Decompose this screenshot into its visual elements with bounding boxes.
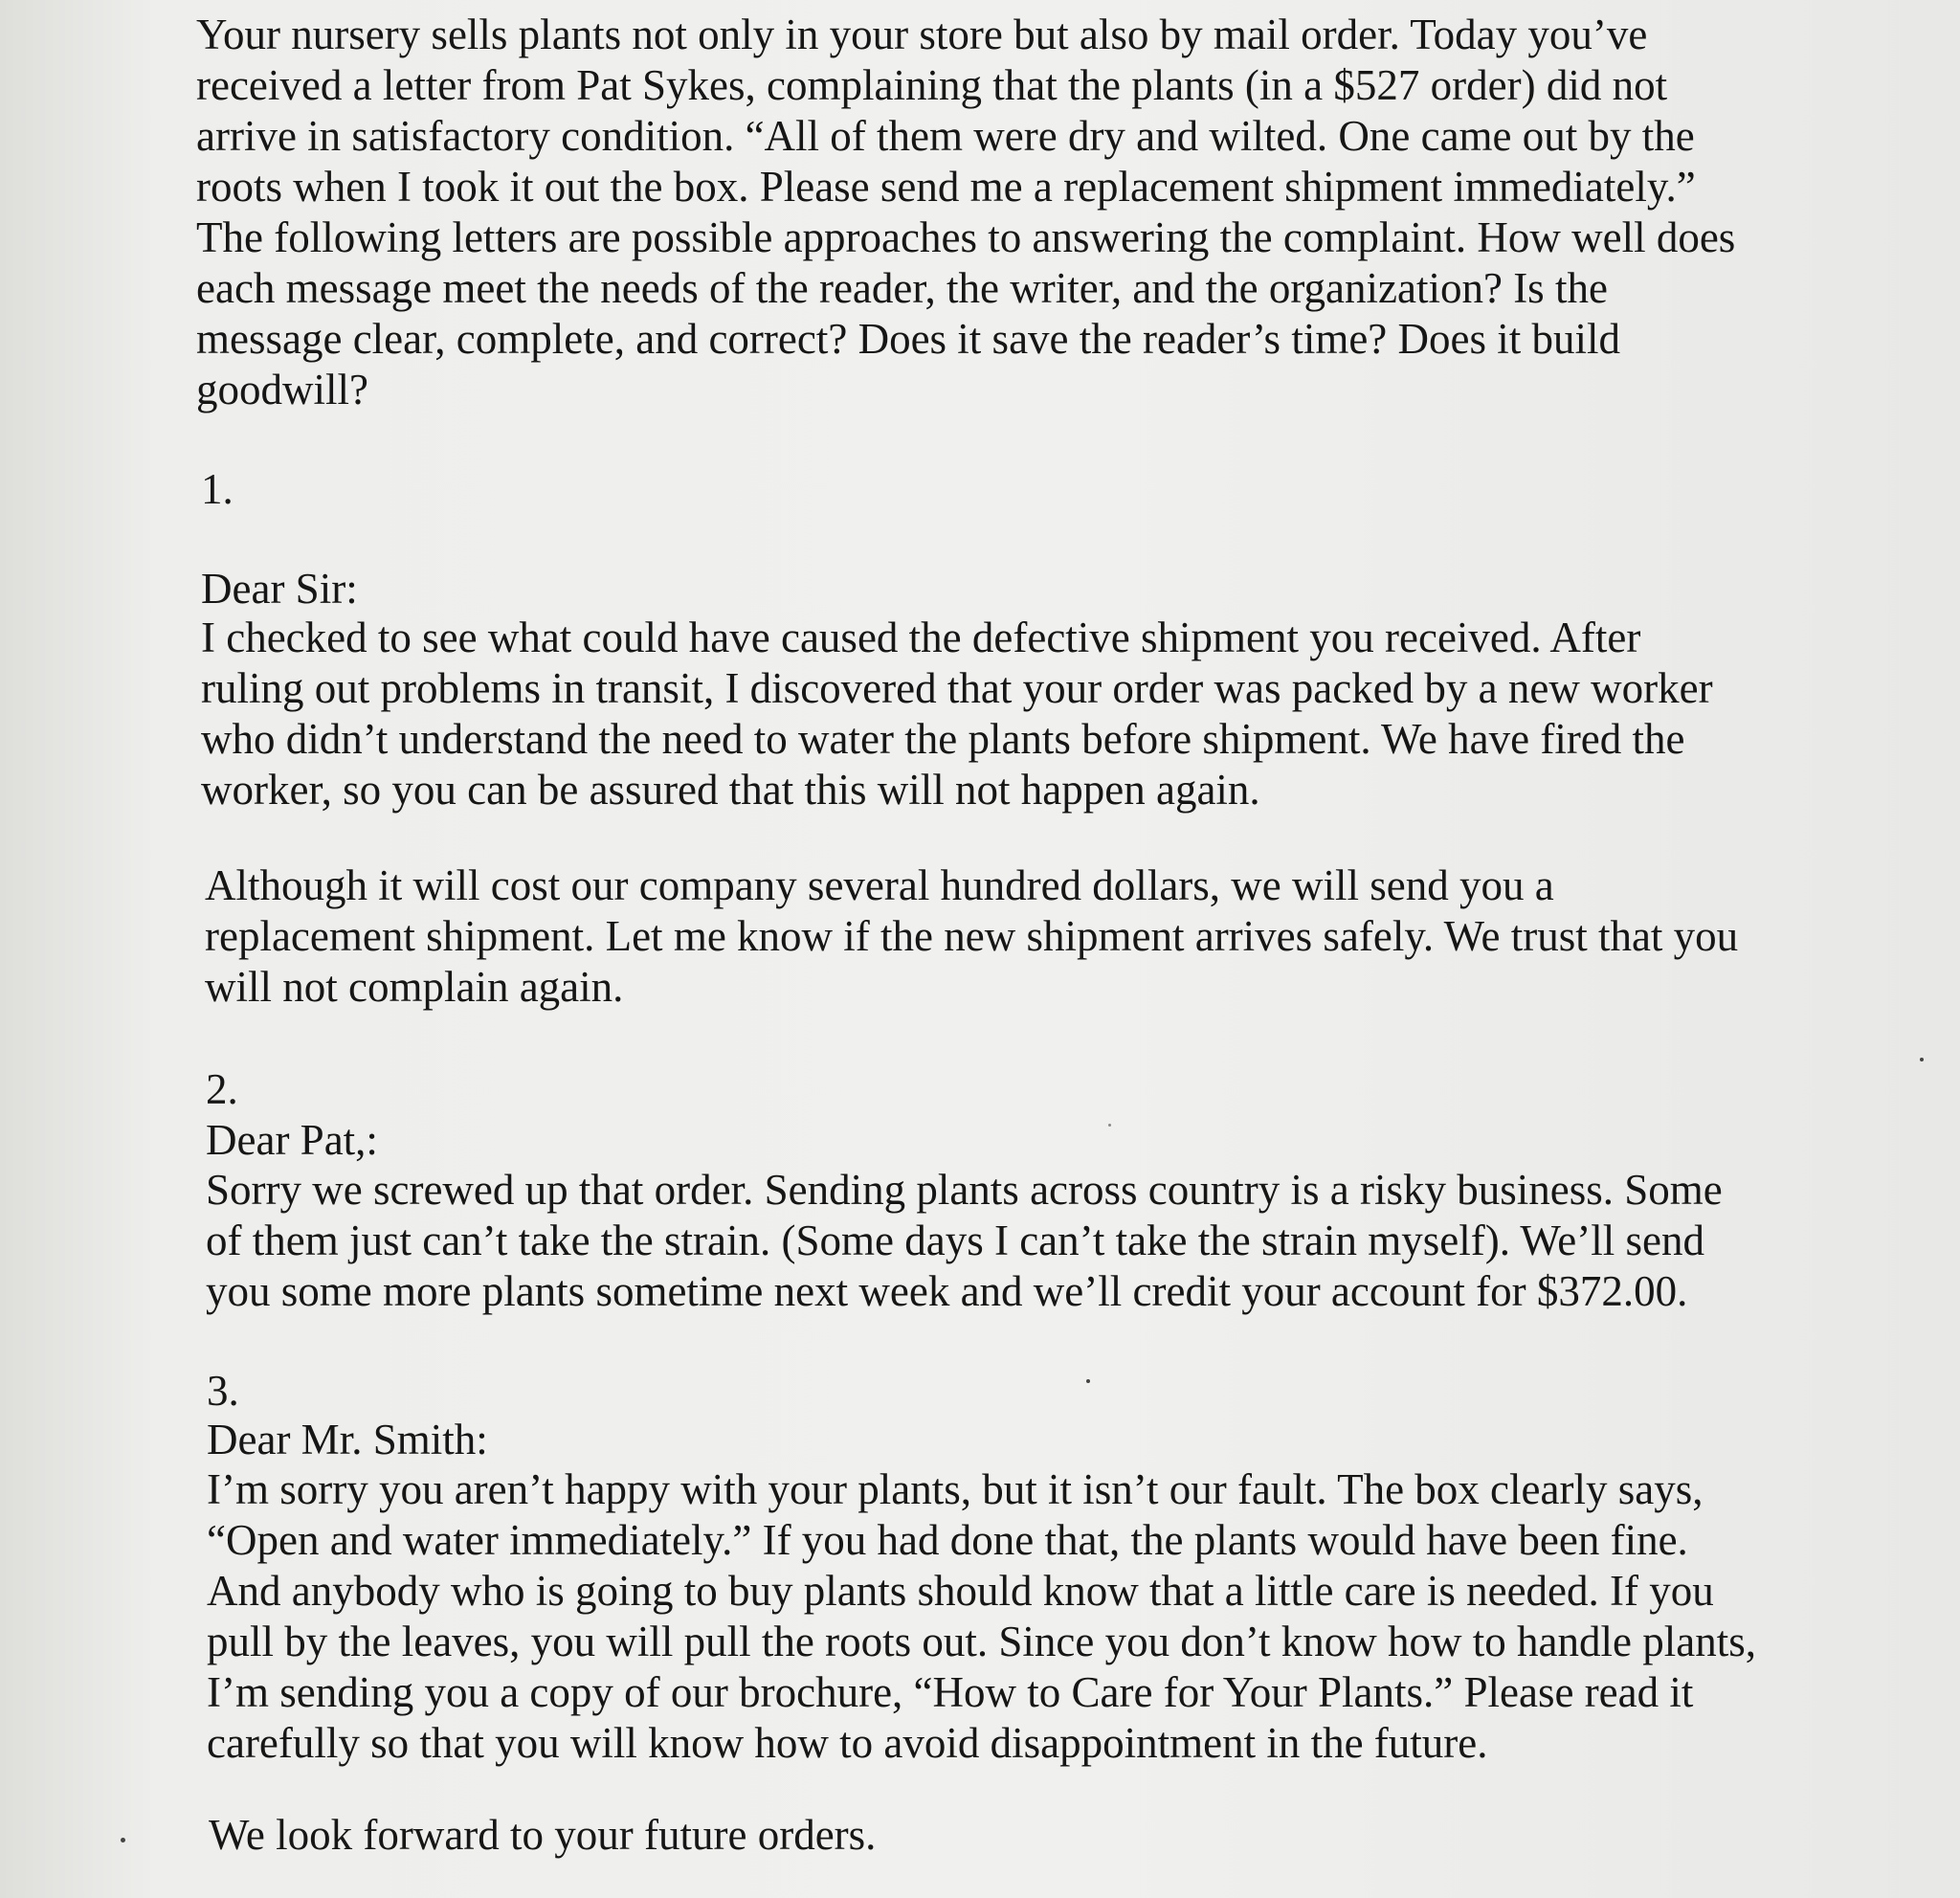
paper-speck [1108,1124,1111,1127]
paper-speck [121,1838,125,1842]
text-line: “Open and water immediately.” If you had done that, the plants would have been fine. [207,1516,1688,1564]
text-line: will not complain again. [205,963,624,1011]
text-line: pull by the leaves, you will pull the roots out. Since you don’t know how to handle plants, [207,1618,1756,1665]
letter-3-salutation: Dear Mr. Smith: [207,1416,488,1463]
letter-2-salutation: Dear Pat,: [206,1116,378,1164]
text-line: each message meet the needs of the reader, the writer, and the organization? Is the [196,264,1608,312]
letter-2-paragraph-1 [206,1165,1723,1317]
paper-speck [1086,1379,1090,1383]
text-line: carefully so that you will know how to avoid disappointment in the future. [207,1719,1488,1767]
text-line: arrive in satisfactory condition. “All of them were dry and wilted. One came out by the [196,112,1695,160]
text-line: Sorry we screwed up that order. Sending plants across country is a risky business. Some [206,1166,1723,1214]
text-line: I’m sending you a copy of our brochure, “How to Care for Your Plants.” Please read it [207,1668,1694,1716]
paper-speck [1920,1058,1924,1061]
letter-3-number: 3. [207,1367,239,1415]
letter-1-number: 1. [201,465,234,513]
text-line: The following letters are possible approaches to answering the complaint. How well does [196,213,1736,261]
text-line: received a letter from Pat Sykes, complaining that the plants (in a $527 order) did not [196,61,1668,109]
text-line: I checked to see what could have caused the defective shipment you received. After [201,614,1641,661]
letter-2-number: 2. [206,1065,238,1113]
text-line: roots when I took it out the box. Please send me a replacement shipment immediately.” [196,163,1696,211]
text-line: you some more plants sometime next week and we’ll credit your account for $372.00. [206,1267,1688,1315]
text-line: message clear, complete, and correct? Does it save the reader’s time? Does it build [196,315,1621,363]
text-line: replacement shipment. Let me know if the new shipment arrives safely. We trust that you [205,912,1739,960]
letter-3-closing: We look forward to your future orders. [209,1811,877,1859]
letter-1-paragraph-2 [205,860,1738,1013]
text-line: And anybody who is going to buy plants should know that a little care is needed. If you [207,1567,1714,1615]
letter-1-paragraph-1 [201,613,1713,815]
letter-1-salutation: Dear Sir: [201,565,358,613]
text-line: of them just can’t take the strain. (Some days I can’t take the strain myself). We’ll send [206,1217,1704,1264]
text-line: goodwill? [196,366,368,413]
intro-paragraph [196,10,1735,415]
text-line: who didn’t understand the need to water the plants before shipment. We have fired the [201,715,1685,763]
text-line: I’m sorry you aren’t happy with your plants, but it isn’t our fault. The box clearly says, [207,1465,1704,1513]
letter-3-paragraph-1 [207,1464,1756,1769]
text-line: Your nursery sells plants not only in your store but also by mail order. Today you’ve [196,11,1648,58]
text-line: Although it will cost our company several hundred dollars, we will send you a [205,861,1554,909]
text-line: ruling out problems in transit, I discovered that your order was packed by a new worker [201,664,1713,712]
text-line: worker, so you can be assured that this will not happen again. [201,766,1260,814]
